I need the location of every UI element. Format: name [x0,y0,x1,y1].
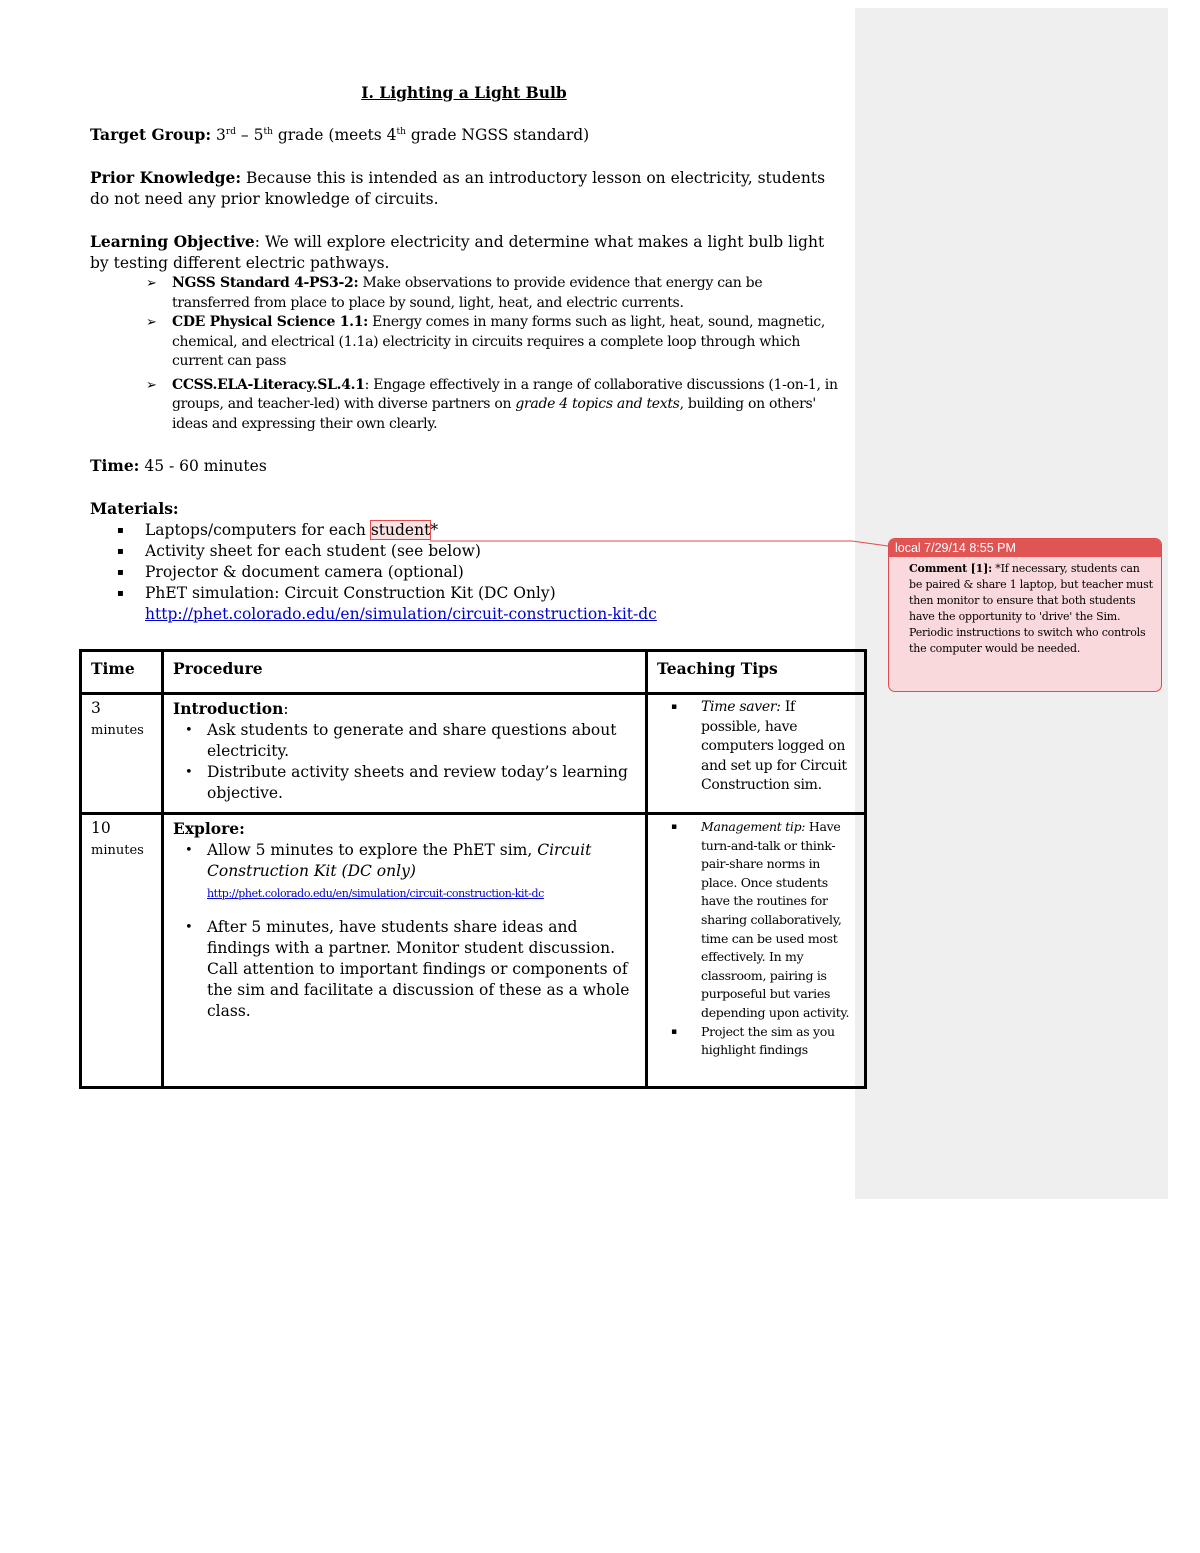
standard-item: ➢ CCSS.ELA-Literacy.SL.4.1: Engage effectively in a range of collaborative discussions (1-on-1, in groups, and teacher-led) with diverse partners on grade 4 topics and texts, building on others' ideas and expressing their own clearly. [146,376,838,435]
list-item: • Ask students to generate and share questions about electricity. [181,720,636,762]
list-item: ▪ Project the sim as you highlight findings [671,1023,855,1060]
material-item: ▪ Laptops/computers for each student* [117,520,838,541]
comment-header: local 7/29/14 8:55 PM [889,539,1161,557]
time-cell: 10 minutes [81,814,163,1088]
comment-balloon[interactable] [888,538,1162,692]
procedure-cell: Explore: • Allow 5 minutes to explore the PhET sim, Circuit Construction Kit (DC only) http://phet.colorado.edu/en/simulation/circuit-construction-kit-dc • After 5 minutes, have students share ideas and findings with a partner. Monitor student discussion. Call attention to important findings or components of the sim and facilitate a discussion of these as a whole class. [163,814,647,1088]
list-item: • Distribute activity sheets and review today’s learning objective. [181,762,636,804]
time-info: Time: 45 - 60 minutes [90,456,267,475]
procedure-cell: Introduction: • Ask students to generate and share questions about electricity. • Distribute activity sheets and review today’s learning objective. [163,694,647,814]
material-item: ▪ PhET simulation: Circuit Construction Kit (DC Only) http://phet.colorado.edu/en/simulation/circuit-construction-kit-dc [117,583,838,625]
phet-sim-link[interactable]: http://phet.colorado.edu/en/simulation/circuit-construction-kit-dc [145,605,657,623]
list-item: • Allow 5 minutes to explore the PhET sim, Circuit Construction Kit (DC only) http://phet.colorado.edu/en/simulation/circuit-construction-kit-dc [181,840,636,903]
material-item: ▪ Activity sheet for each student (see below) [117,541,838,562]
header-time: Time [81,651,163,694]
header-procedure: Procedure [163,651,647,694]
prior-knowledge: Prior Knowledge: Because this is intended as an introductory lesson on electricity, students do not need any prior knowledge of circuits. [90,168,826,208]
phet-sim-link[interactable]: http://phet.colorado.edu/en/simulation/circuit-construction-kit-dc [207,887,544,900]
materials-heading: Materials: [90,499,179,518]
target-group: Target Group: 3rd – 5th grade (meets 4th grade NGSS standard) [90,125,590,144]
list-item: ▪ Management tip: Have turn-and-talk or think-pair-share norms in place. Once students have the routines for sharing collaboratively, time can be used most effectively. In my classroom, pairing is purposeful but varies depending upon activity. [671,818,855,1023]
header-teaching-tips: Teaching Tips [647,651,866,694]
list-item: ▪ Time saver: If possible, have computers logged on and set up for Circuit Construction sim. [671,698,855,796]
material-item: ▪ Projector & document camera (optional) [117,562,838,583]
comment-text: Comment [1]: *If necessary, students can be paired & share 1 laptop, but teacher must then monitor to ensure that both students have the opportunity to 'drive' the Sim. Periodic instructions to switch who controls the computer would be needed. [909,562,1153,655]
standard-item: ➢ CDE Physical Science 1.1: Energy comes in many forms such as light, heat, sound, magnetic, chemical, and electrical (1.1a) electricity in circuits requires a complete loop through which current can pass [146,313,838,372]
time-cell: 3 minutes [81,694,163,814]
learning-objective: Learning Objective: We will explore electricity and determine what makes a light bulb light by testing different electric pathways. [90,232,825,272]
lesson-title: I. Lighting a Light Bulb [361,83,567,102]
list-item: • After 5 minutes, have students share ideas and findings with a partner. Monitor student discussion. Call attention to important findings or components of the sim and facilitate a discussion of these as a whole class. [181,917,636,1022]
comment-anchor[interactable]: student [370,521,431,539]
standard-item: ➢ NGSS Standard 4-PS3-2: Make observations to provide evidence that energy can be transferred from place to place by sound, light, heat, and electric currents. [146,274,838,313]
